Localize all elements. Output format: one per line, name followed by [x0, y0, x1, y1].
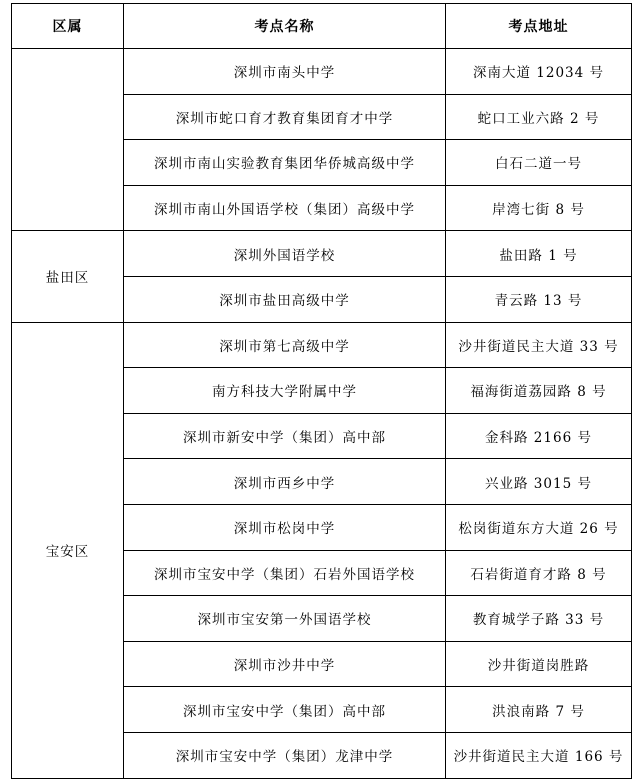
site-name: 深圳市宝安第一外国语学校	[124, 596, 446, 642]
site-address: 教育城学子路 33 号	[446, 596, 632, 642]
site-address: 深南大道 12034 号	[446, 49, 632, 95]
site-name: 深圳市宝安中学（集团）高中部	[124, 687, 446, 733]
site-name: 深圳市蛇口育才教育集团育才中学	[124, 94, 446, 140]
site-name: 深圳市松岗中学	[124, 504, 446, 550]
site-address: 青云路 13 号	[446, 276, 632, 322]
site-name: 深圳市沙井中学	[124, 641, 446, 687]
exam-sites-table	[11, 3, 632, 779]
header-district: 区属	[12, 4, 124, 49]
table-row	[12, 322, 632, 368]
district-cell: 盐田区	[12, 231, 124, 322]
site-name: 深圳市盐田高级中学	[124, 276, 446, 322]
site-name: 深圳市南山外国语学校（集团）高级中学	[124, 185, 446, 231]
site-name: 深圳市第七高级中学	[124, 322, 446, 368]
district-cell: 宝安区	[12, 322, 124, 778]
site-name: 深圳市宝安中学（集团）龙津中学	[124, 732, 446, 778]
site-name: 深圳市西乡中学	[124, 459, 446, 505]
site-name: 深圳外国语学校	[124, 231, 446, 277]
site-address: 福海街道荔园路 8 号	[446, 368, 632, 414]
district-cell	[12, 49, 124, 231]
header-site-address: 考点地址	[446, 4, 632, 49]
site-address: 沙井街道民主大道 33 号	[446, 322, 632, 368]
site-address: 兴业路 3015 号	[446, 459, 632, 505]
site-address: 石岩街道育才路 8 号	[446, 550, 632, 596]
header-site-name: 考点名称	[124, 4, 446, 49]
site-address: 金科路 2166 号	[446, 413, 632, 459]
site-address: 盐田路 1 号	[446, 231, 632, 277]
site-address: 白石二道一号	[446, 140, 632, 186]
table-row	[12, 231, 632, 277]
site-name: 深圳市新安中学（集团）高中部	[124, 413, 446, 459]
site-address: 沙井街道岗胜路	[446, 641, 632, 687]
site-address: 沙井街道民主大道 166 号	[446, 732, 632, 778]
site-address: 蛇口工业六路 2 号	[446, 94, 632, 140]
site-address: 松岗街道东方大道 26 号	[446, 504, 632, 550]
site-name: 深圳市南头中学	[124, 49, 446, 95]
table-row	[12, 49, 632, 95]
site-name: 深圳市宝安中学（集团）石岩外国语学校	[124, 550, 446, 596]
header-row	[12, 4, 632, 49]
site-address: 洪浪南路 7 号	[446, 687, 632, 733]
site-name: 深圳市南山实验教育集团华侨城高级中学	[124, 140, 446, 186]
site-address: 岸湾七街 8 号	[446, 185, 632, 231]
site-name: 南方科技大学附属中学	[124, 368, 446, 414]
